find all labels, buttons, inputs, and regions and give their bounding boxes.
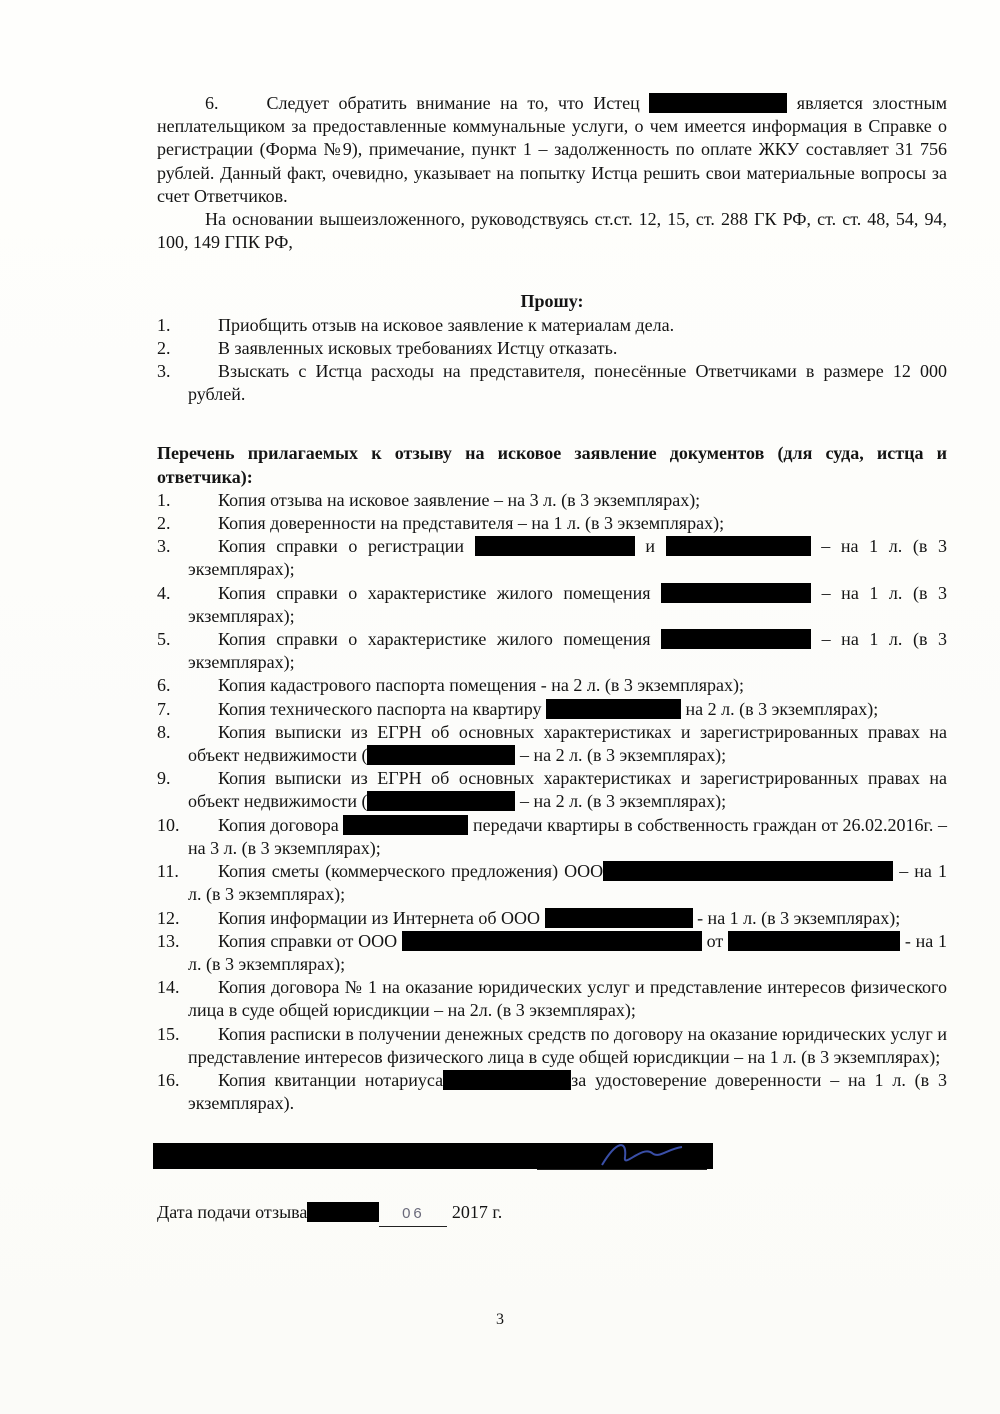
item-number: 14. [157, 977, 180, 998]
attachment-item [157, 628, 947, 674]
item-text: – на 2 л. (в 3 экземплярах); [519, 791, 727, 812]
attachment-item [157, 860, 947, 906]
item-text: Взыскать с Истца расходы на представителя, понесённые Ответчиками в размере 12 000 рублей. [188, 361, 947, 405]
item-text: от [706, 930, 724, 951]
redaction-box [661, 583, 811, 603]
item-text: Копия доверенности на представителя – на 1 л. (в 3 экземплярах); [218, 513, 725, 534]
redaction-box [475, 536, 635, 556]
item-number: 2. [157, 513, 171, 534]
item-number: 15. [157, 1023, 180, 1044]
attachment-item [157, 767, 947, 813]
signature-scribble-icon [597, 1135, 687, 1175]
signature-block [157, 1141, 947, 1181]
item-text: – на 1 л. (в 3 экземплярах); [188, 861, 947, 905]
paragraph-6 [157, 92, 947, 208]
item-text: на 2 л. (в 3 экземплярах); [685, 698, 879, 719]
attachments-heading: Перечень прилагаемых к отзыву на исковое заявление документов (для суда, истца и ответчика): [157, 443, 947, 487]
page-number: 3 [496, 1311, 504, 1328]
attachment-item [157, 535, 947, 581]
attachment-item [157, 976, 947, 1022]
attachment-item [157, 674, 947, 697]
request-heading: Прошу: [520, 291, 584, 312]
attachment-item [157, 698, 947, 721]
item-text: Приобщить отзыв на исковое заявление к материалам дела. [218, 314, 675, 335]
redaction-box [545, 908, 693, 928]
item-text: Копия справки о характеристике жилого помещения [218, 629, 651, 650]
item-text: Копия договора [218, 814, 339, 835]
item-text: Копия квитанции нотариуса [218, 1069, 444, 1090]
item-text: Копия справки о характеристике жилого помещения [218, 582, 651, 603]
date-label: Дата подачи отзыва [157, 1202, 308, 1223]
attachment-item [157, 930, 947, 976]
item-number: 2. [157, 337, 171, 358]
redaction-box [728, 931, 900, 951]
redaction-box [603, 861, 893, 881]
item-number: 1. [157, 314, 171, 335]
attachment-item [157, 1023, 947, 1069]
item-number: 13. [157, 930, 180, 951]
item-text: – на 1 л. (в 3 экземплярах); [188, 582, 948, 626]
redaction-box [307, 1202, 379, 1222]
request-item [157, 314, 947, 337]
item-number: 5. [157, 629, 171, 650]
redaction-box [367, 791, 515, 811]
redaction-box [546, 699, 681, 719]
item-number: 7. [157, 698, 171, 719]
item-number: 6. [157, 675, 171, 696]
redaction-box [649, 93, 787, 113]
redaction-box [443, 1070, 571, 1090]
item-text: Копия сметы (коммерческого предложения) ООО [218, 861, 604, 882]
item-text: В заявленных исковых требованиях Истцу отказать. [218, 337, 618, 358]
request-item [157, 337, 947, 360]
item-number: 8. [157, 721, 171, 742]
item-text: - на 1 л. (в 3 экземплярах); [697, 907, 901, 928]
item-text: Копия выписки из ЕГРН об основных характеристиках и зарегистрированных правах на объект недвижимости ( [188, 768, 947, 812]
redaction-box [666, 536, 811, 556]
item-text: за удостоверение доверенности – на 1 л. (в 3 экземплярах). [188, 1069, 947, 1114]
request-list [157, 314, 947, 407]
item-text: Копия кадастрового паспорта помещения - на 2 л. (в 3 экземплярах); [218, 675, 744, 696]
attachment-item [157, 907, 947, 930]
attachments-list [157, 489, 947, 1115]
date-day: 06 [379, 1202, 447, 1226]
request-item [157, 360, 947, 406]
item-text: – на 1 л. (в 3 экземплярах); [188, 536, 948, 580]
item-number: 3. [157, 361, 171, 382]
item-text: Копия расписки в получении денежных средств по договору на оказание юридических услуг и представление интересов физического лица в суде общей юрисдикции – на 1 л. (в 3 экземплярах); [188, 1023, 947, 1067]
attachment-item [157, 814, 947, 860]
redaction-box [661, 629, 811, 649]
attachment-item [157, 582, 947, 628]
attachment-item [157, 1069, 947, 1115]
item-text: - на 1 л. (в 3 экземплярах); [188, 930, 948, 974]
redaction-box [367, 745, 515, 765]
redaction-box [343, 815, 468, 835]
item-number: 10. [157, 814, 180, 835]
paragraph-6-number: 6. [205, 93, 219, 113]
item-text: передачи квартиры в собственность граждан от 26.02.2016г. – на 3 л. (в 3 экземплярах); [188, 814, 948, 858]
item-number: 16. [157, 1069, 180, 1090]
document-body [157, 92, 947, 1227]
item-number: 9. [157, 768, 171, 789]
item-text: Копия справки от ООО [218, 930, 398, 951]
item-text: Копия информации из Интернета об ООО [218, 907, 541, 928]
item-text: – на 1 л. (в 3 экземплярах); [188, 629, 948, 673]
item-number: 4. [157, 582, 171, 603]
item-number: 12. [157, 907, 180, 928]
item-text: Копия договора № 1 на оказание юридических услуг и представление интересов физического лица в суде общей юрисдикции – на 2л. (в 3 экземплярах); [188, 977, 947, 1021]
attachment-item [157, 512, 947, 535]
item-number: 3. [157, 536, 171, 557]
redaction-box [402, 931, 702, 951]
date-year: 2017 г. [451, 1202, 503, 1223]
item-text: – на 2 л. (в 3 экземплярах); [519, 745, 727, 766]
item-number: 1. [157, 489, 171, 510]
attachment-item [157, 721, 947, 767]
item-text: и [645, 536, 655, 557]
item-text: Копия справки о регистрации [218, 536, 465, 557]
item-text: Копия выписки из ЕГРН об основных характеристиках и зарегистрированных правах на объект недвижимости ( [188, 721, 947, 766]
paragraph-6-lead: Следует обратить внимание на то, что Истец [266, 93, 640, 113]
submission-date [157, 1201, 947, 1226]
basis-paragraph: На основании вышеизложенного, руководствуясь ст.ст. 12, 15, ст. 288 ГК РФ, ст. ст. 48, 54, 94, 100, 149 ГПК РФ, [157, 209, 947, 253]
item-text: Копия технического паспорта на квартиру [218, 698, 542, 719]
paragraph-6-text: является злостным неплательщиком за предоставленные коммунальные услуги, о чем имеется информация в Справке о регистрации (Форма №9), примечание, пункт 1 – задолженность по оплате ЖКУ составляет 31 756 рублей. Данный факт, очевидно, указывает на попытку Истца решить свои материальные вопросы за счет Ответчиков. [157, 93, 947, 206]
attachment-item [157, 489, 947, 512]
item-text: Копия отзыва на исковое заявление – на 3 л. (в 3 экземплярах); [218, 489, 701, 510]
item-number: 11. [157, 861, 179, 882]
